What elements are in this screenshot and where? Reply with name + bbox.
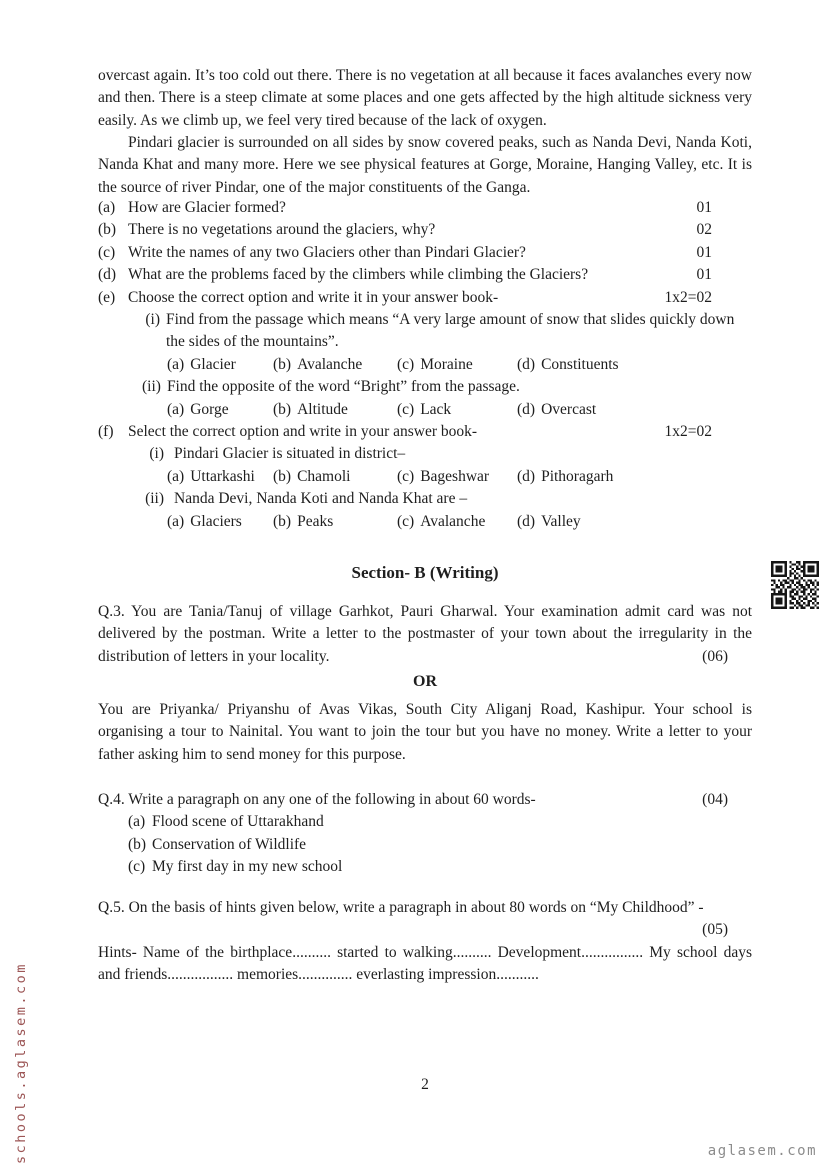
- option-text: Conservation of Wildlife: [152, 835, 307, 853]
- option-text: Flood scene of Uttarakhand: [152, 813, 324, 831]
- option-label: (c): [397, 512, 415, 530]
- question-4-option-a: [128, 811, 752, 833]
- options-row: [167, 466, 752, 488]
- option-label: (b): [128, 835, 147, 853]
- option-label: (c): [397, 400, 415, 418]
- question-4-option-c: [128, 856, 752, 878]
- question-3: [98, 601, 752, 668]
- option-text: Valley: [541, 512, 581, 530]
- option-d: [517, 399, 752, 421]
- option-label: (d): [517, 355, 536, 373]
- options-row: [167, 511, 752, 533]
- sub-question-text: Pindari Glacier is situated in district–: [174, 445, 406, 463]
- option-label: (b): [273, 355, 292, 373]
- question-5: [98, 897, 752, 987]
- question-text: Choose the correct option and write it in your answer book-: [128, 288, 499, 306]
- question-marks: 01: [696, 266, 712, 284]
- option-text: Pithoragarh: [541, 467, 614, 485]
- question-2-parts: [98, 197, 752, 533]
- option-label: (b): [273, 400, 292, 418]
- option-label: (b): [273, 467, 292, 485]
- question-item-d: [98, 264, 712, 286]
- question-4-heading: [98, 789, 752, 811]
- question-item-c: [98, 242, 712, 264]
- question-4-marks: (04): [702, 791, 728, 808]
- question-item-b: [98, 219, 712, 241]
- option-d: [517, 511, 752, 533]
- option-label: (a): [167, 355, 185, 373]
- option-label: (a): [128, 813, 146, 831]
- option-a: [167, 511, 273, 533]
- passage-paragraph-2: Pindari glacier is surrounded on all sides by snow covered peaks, such as Nanda Devi, Nanda Koti, Nanda Khat and many more. Here we see physical features at Gorge, Moraine, Hanging Valley, etc. It is the source of river Pindar, one of the major constituents of the Ganga.: [98, 134, 752, 196]
- question-label: (f): [98, 423, 114, 441]
- option-b: [273, 466, 397, 488]
- question-5-hints: Hints- Name of the birthplace.......... started to walking.......... Development................ My school days and friends................. memories.............. everlasting impression...........: [98, 943, 752, 984]
- sub-question-label: (i): [149, 445, 164, 463]
- option-text: Avalanche: [297, 355, 363, 373]
- question-item-e: [98, 287, 712, 309]
- question-text: Select the correct option and write in your answer book-: [128, 423, 478, 441]
- option-text: Glacier: [190, 355, 236, 373]
- option-text: Gorge: [190, 400, 229, 418]
- option-label: (c): [397, 467, 415, 485]
- option-a: [167, 466, 273, 488]
- question-text: What are the problems faced by the climbers while climbing the Glaciers?: [128, 266, 589, 284]
- question-4-option-b: [128, 834, 752, 856]
- or-divider: OR: [413, 673, 437, 690]
- option-text: Moraine: [420, 355, 473, 373]
- option-text: My first day in my new school: [152, 858, 343, 876]
- question-5-marks: (05): [702, 921, 728, 939]
- option-c: [397, 466, 517, 488]
- options-row: [167, 399, 752, 421]
- option-text: Uttarkashi: [190, 467, 255, 485]
- question-marks: 01: [696, 243, 712, 261]
- sub-question-text: Find from the passage which means “A very large amount of snow that slides quickly down the sides of the mountains”.: [166, 311, 735, 351]
- question-marks: 1x2=02: [664, 288, 712, 306]
- right-watermark: aglasem.com: [707, 1143, 817, 1159]
- left-watermark: schools.aglasem.com: [13, 962, 29, 1164]
- option-label: (a): [167, 512, 185, 530]
- sub-question-label: (ii): [145, 490, 164, 508]
- option-b: [273, 511, 397, 533]
- option-label: (a): [167, 400, 185, 418]
- sub-questions-e: [142, 309, 752, 421]
- question-marks: 02: [696, 221, 712, 239]
- question-marks: 01: [696, 199, 712, 216]
- sub-question-text: Nanda Devi, Nanda Koti and Nanda Khat are –: [174, 490, 468, 508]
- option-c: [397, 399, 517, 421]
- option-text: Glaciers: [190, 512, 242, 530]
- option-b: [273, 354, 397, 376]
- option-a: [167, 399, 273, 421]
- sub-questions-f: [142, 443, 752, 533]
- question-label: (e): [98, 288, 116, 306]
- sub-question-e-i: [142, 309, 752, 354]
- option-label: (c): [128, 858, 146, 876]
- option-c: [397, 511, 517, 533]
- option-a: [167, 354, 273, 376]
- option-text: Lack: [420, 400, 452, 418]
- option-label: (d): [517, 467, 536, 485]
- page-number: 2: [421, 1076, 429, 1093]
- sub-question-label: (i): [145, 311, 160, 329]
- option-b: [273, 399, 397, 421]
- option-text: Avalanche: [420, 512, 486, 530]
- sub-question-f-ii: [142, 488, 752, 510]
- question-label: (b): [98, 221, 117, 239]
- question-text: Write the names of any two Glaciers other than Pindari Glacier?: [128, 243, 526, 261]
- question-text: There is no vegetations around the glaciers, why?: [128, 221, 436, 239]
- question-3-text: Q.3. You are Tania/Tanuj of village Garhkot, Pauri Gharwal. Your examination admit card was not delivered by the postman. Write a letter to the postmaster of your town about the irregularity in the distribution of letters in your locality.: [98, 603, 752, 665]
- question-label: (c): [98, 243, 116, 261]
- question-3-alternative: You are Priyanka/ Priyanshu of Avas Vikas, South City Aliganj Road, Kashipur. Your school is organising a tour to Nainital. You want to join the tour but you have no money. Write a letter to your father asking him to send money for this purpose.: [98, 701, 752, 763]
- sub-question-text: Find the opposite of the word “Bright” from the passage.: [166, 378, 520, 396]
- sub-question-e-ii: [142, 376, 752, 398]
- question-label: (a): [98, 199, 116, 216]
- options-row: [167, 354, 752, 376]
- question-marks: 1x2=02: [664, 423, 712, 441]
- question-4: [98, 789, 752, 879]
- section-b-heading: Section- B (Writing): [351, 563, 499, 582]
- option-text: Altitude: [297, 400, 348, 418]
- option-d: [517, 466, 752, 488]
- option-label: (b): [273, 512, 292, 530]
- question-4-text: Q.4. Write a paragraph on any one of the following in about 60 words-: [98, 791, 536, 808]
- option-text: Bageshwar: [420, 467, 490, 485]
- question-label: (d): [98, 266, 117, 284]
- option-text: Peaks: [297, 512, 334, 530]
- sub-question-label: (ii): [142, 378, 161, 396]
- option-text: Overcast: [541, 400, 597, 418]
- option-label: (a): [167, 467, 185, 485]
- option-label: (d): [517, 400, 536, 418]
- option-label: (d): [517, 512, 536, 530]
- option-text: Constituents: [541, 355, 619, 373]
- sub-question-f-i: [142, 443, 752, 465]
- question-item-f: [98, 421, 712, 443]
- passage-paragraph-1: overcast again. It’s too cold out there. There is no vegetation at all because it faces avalanches every now and then. There is a steep climate at some places and one gets affected by the high altitude sickness very easily. As we climb up, we feel very tired because of the lack of oxygen.: [98, 67, 752, 129]
- option-label: (c): [397, 355, 415, 373]
- option-d: [517, 354, 752, 376]
- option-c: [397, 354, 517, 376]
- qr-code: [771, 561, 819, 609]
- question-3-marks: (06): [702, 647, 728, 665]
- question-text: How are Glacier formed?: [128, 199, 286, 216]
- question-item-a: [98, 197, 712, 219]
- question-5-text: Q.5. On the basis of hints given below, write a paragraph in about 80 words on “My Childhood” -: [98, 899, 704, 916]
- option-text: Chamoli: [297, 467, 351, 485]
